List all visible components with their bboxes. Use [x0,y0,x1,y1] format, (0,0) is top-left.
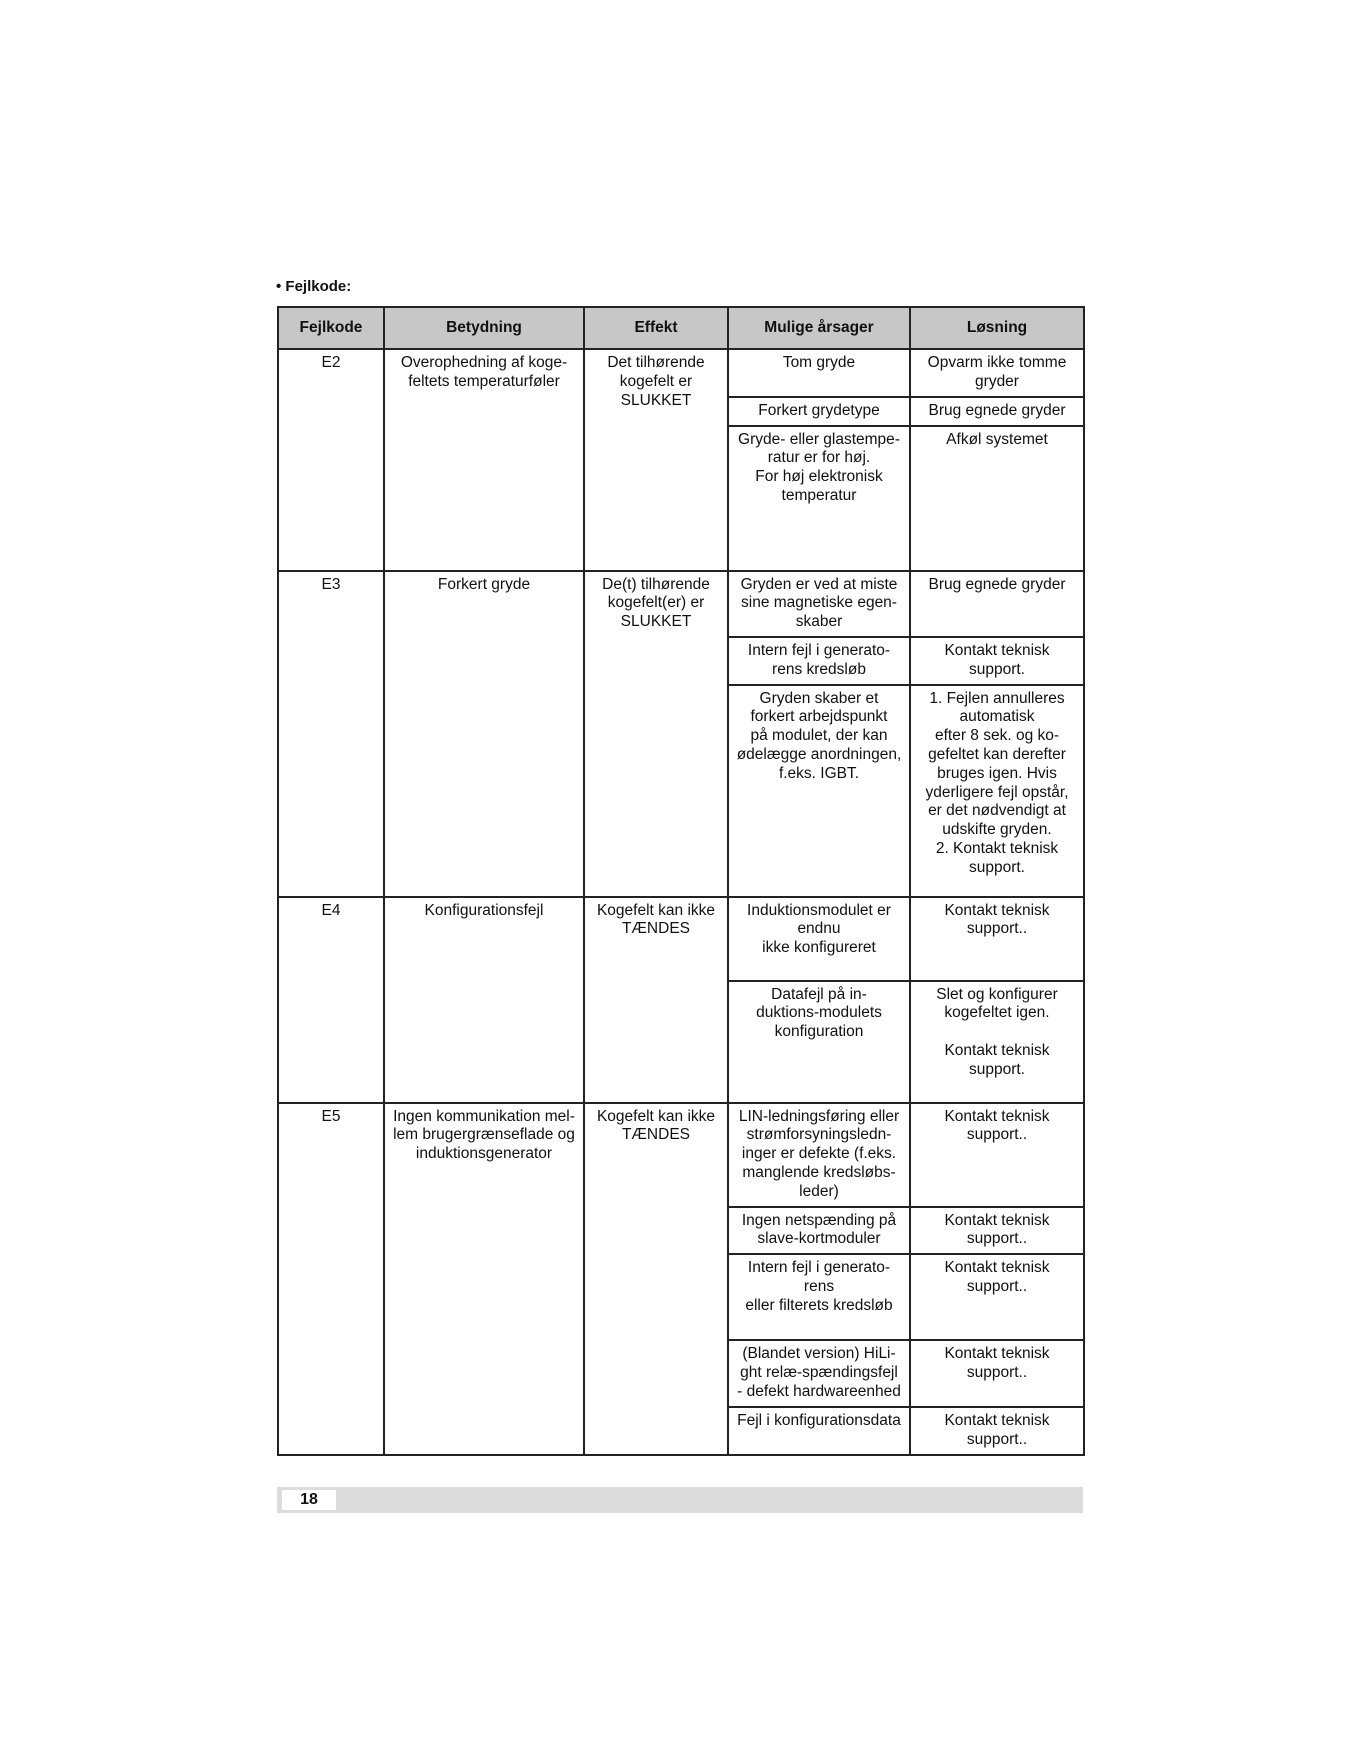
possible-cause: Intern fejl i generato- rens kredsløb [728,637,910,685]
possible-cause: Gryden skaber et forkert arbejdspunkt på modulet, der kan ødelægge anordningen, f.eks. IGBT. [728,685,910,897]
error-code: E4 [278,897,384,1103]
header-effekt: Effekt [584,307,728,349]
error-meaning: Forkert gryde [384,571,584,897]
error-code: E2 [278,349,384,571]
error-effect: Kogefelt kan ikke TÆNDES [584,897,728,1103]
table-row [278,897,1084,981]
error-code-table [277,306,1085,1456]
possible-cause: Forkert grydetype [728,397,910,426]
solution: 1. Fejlen annulleres automatisk efter 8 sek. og ko- gefeltet kan derefter bruges igen. Hvis yderligere fejl opstår, er det nødvendigt at udskifte gryden. 2. Kontakt teknisk support. [910,685,1084,897]
error-meaning: Ingen kommunikation mel- lem brugergrænseflade og induktionsgenerator [384,1103,584,1456]
solution: Kontakt teknisk support.. [910,1103,1084,1207]
error-effect: Det tilhørende kogefelt er SLUKKET [584,349,728,571]
footer-bar [277,1487,1083,1513]
possible-cause: Ingen netspænding på slave-kortmoduler [728,1207,910,1255]
table-row [278,1103,1084,1207]
solution: Kontakt teknisk support. [910,637,1084,685]
solution: Slet og konfigurer kogefeltet igen. Kontakt teknisk support. [910,981,1084,1103]
solution: Opvarm ikke tomme gryder [910,349,1084,397]
possible-cause: Fejl i konfigurationsdata [728,1407,910,1455]
solution: Kontakt teknisk support.. [910,897,1084,981]
table-row [278,571,1084,637]
solution: Kontakt teknisk support.. [910,1407,1084,1455]
page-number: 18 [282,1490,336,1510]
error-code: E3 [278,571,384,897]
header-betydning: Betydning [384,307,584,349]
solution: Afkøl systemet [910,426,1084,571]
error-meaning: Overophedning af koge- feltets temperaturføler [384,349,584,571]
possible-cause: (Blandet version) HiLi- ght relæ-spændingsfejl - defekt hardwareenhed [728,1340,910,1407]
solution: Brug egnede gryder [910,571,1084,637]
table-row [278,349,1084,397]
section-heading: • Fejlkode: [276,278,352,295]
possible-cause: Intern fejl i generato- rens eller filterets kredsløb [728,1254,910,1340]
possible-cause: Induktionsmodulet er endnu ikke konfigureret [728,897,910,981]
error-effect: Kogefelt kan ikke TÆNDES [584,1103,728,1456]
possible-cause: Gryde- eller glastempe- ratur er for høj. For høj elektronisk temperatur [728,426,910,571]
possible-cause: LIN-ledningsføring eller strømforsyningsledn- inger er defekte (f.eks. manglende kredsløbs- leder) [728,1103,910,1207]
error-code: E5 [278,1103,384,1456]
table-header-row [278,307,1084,349]
header-fejlkode: Fejlkode [278,307,384,349]
possible-cause: Tom gryde [728,349,910,397]
solution: Kontakt teknisk support.. [910,1207,1084,1255]
possible-cause: Datafejl på in- duktions-modulets konfiguration [728,981,910,1103]
header-loesning: Løsning [910,307,1084,349]
solution: Brug egnede gryder [910,397,1084,426]
solution: Kontakt teknisk support.. [910,1254,1084,1340]
header-mulige-aarsager: Mulige årsager [728,307,910,349]
error-effect: De(t) tilhørende kogefelt(er) er SLUKKET [584,571,728,897]
solution: Kontakt teknisk support.. [910,1340,1084,1407]
error-meaning: Konfigurationsfejl [384,897,584,1103]
possible-cause: Gryden er ved at miste sine magnetiske egen- skaber [728,571,910,637]
